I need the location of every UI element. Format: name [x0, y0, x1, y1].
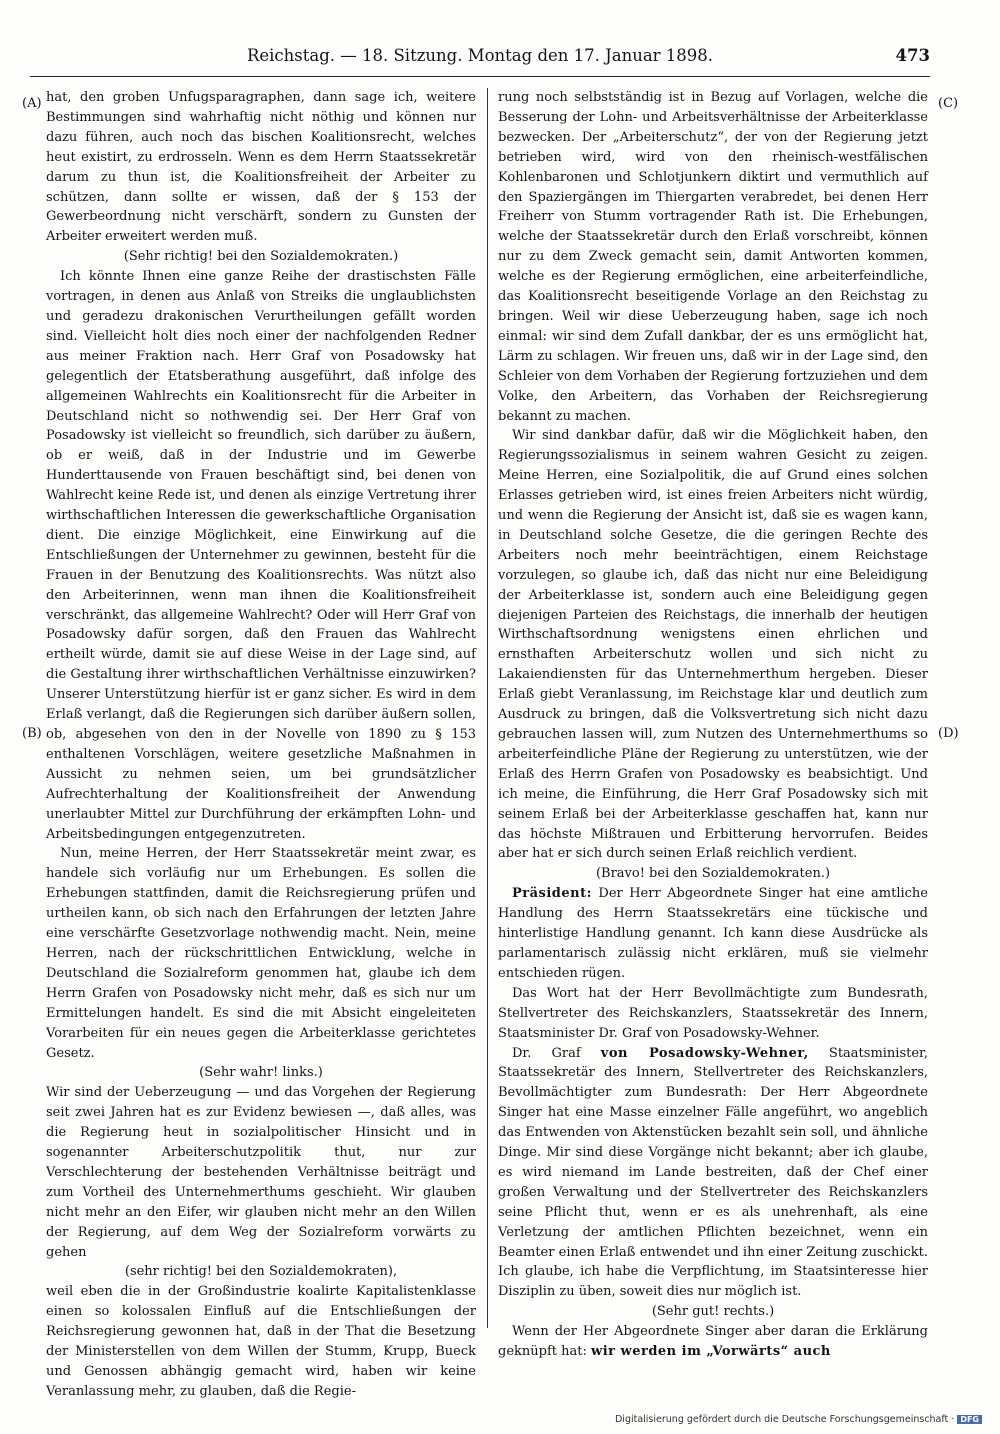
paragraph: weil eben die in der Großindustrie koalirte Kapitalistenklasse einen so kolossalen Einfluß auf die Entschließungen der Reichsregierung gewonnen hat, daß in der That die Besetzung der Ministerstellen von dem Willen der Stumm, Krupp, Bueck und Genossen abhängig gemacht wird, haben wir keine Veranlassung mehr, zu glauben, daß die Regie- — [46, 1284, 476, 1399]
speaker-name: von Posadowsky-Wehner, — [600, 1045, 809, 1061]
speaker-prefix: Dr. Graf — [512, 1045, 601, 1061]
dfg-logo: DFG — [957, 1415, 982, 1424]
left-column — [46, 88, 476, 1402]
emphasis-text: wir werden im „Vorwärts“ auch — [591, 1344, 831, 1360]
paragraph — [498, 1322, 928, 1362]
footer-text: Digitalisierung gefördert durch die Deutsche Forschungsgemeinschaft · — [614, 1414, 955, 1425]
paragraph: Nun, meine Herren, der Herr Staatssekretär meint zwar, es handele sich vorläufig nur um Erhebungen. Es sollen die Erhebungen stattfinden, damit die Reichsregierung prüfen und urtheilen kann, ob sich nach den Erfahrungen der letzten Jahre eine verschärfte Gesetzvorlage nothwendig macht. Nein, meine Herren, nach der rückschrittlichen Entwicklung, welche in Deutschland die Sozialreform genommen hat, glaube ich dem Herrn Grafen von Posadowsky nicht mehr, daß es sich nur um Ermittelungen handelt. Es sind die mit Absicht eingeleiteten Vorarbeiten für ein neues gegen die Arbeiterklasse gerichtetes Gesetz. — [46, 846, 476, 1061]
paragraph: Das Wort hat der Herr Bevollmächtigte zum Bundesrath, Stellvertreter des Reichskanzlers, Staatssekretär des Innern, Staatsminister Dr. Graf von Posadowsky-Wehner. — [498, 985, 928, 1041]
interjection: (sehr richtig! bei den Sozialdemokraten), — [124, 1264, 398, 1280]
digitization-footer — [615, 1414, 982, 1425]
paragraph: hat, den groben Unfugsparagraphen, dann sage ich, weitere Bestimmungen sind wahrhaftig nicht nöthig und können nur dazu führen, auch noch das bischen Koalitionsrecht, welches heut existirt, zu erdrosseln. Wenn es dem Herrn Staatssekretär darum zu thun ist, die Koalitionsfreiheit der Arbeiter zu schützen, dann sollte er wissen, daß der § 153 der Gewerbeordnung nicht verschärft, sondern zu Gunsten der Arbeiter erweitert werden muß. — [46, 90, 476, 245]
paragraph: rung noch selbstständig ist in Bezug auf Vorlagen, welche die Besserung der Lohn- und Arbeitsverhältnisse der Arbeiterklasse bezwecken. Der „Arbeiterschutz“, der von der Regierung jetzt betrieben wird, wird von den rheinisch-westfälischen Kohlenbaronen und Schlotjunkern diktirt und vermuthlich auf den Spaziergängen im Thiergarten verabredet, bei denen Herr Freiherr von Stumm vortragender Rath ist. Die Erhebungen, welche der Staatssekretär durch den Erlaß vorschreibt, können nur zu dem Zweck gemacht sein, damit Antworten kommen, welche es der Regierung ermöglichen, eine arbeiterfeindliche, das Koalitionsrecht beseitigende Vorlage an den Reichstag zu bringen. Weil wir diese Ueberzeugung haben, sage ich noch einmal: wir sind dem Zufall dankbar, der es uns ermöglicht hat, Lärm zu schlagen. Wir freuen uns, daß wir in der Lage sind, den Schleier von dem Vorhaben der Regierung fortzuziehen und dem Volke, den Arbeitern, das Vorhaben der Reichsregierung bekannt zu machen. — [498, 90, 928, 424]
margin-marker-b: (B) — [22, 726, 42, 741]
interjection: (Sehr richtig! bei den Sozialdemokraten.) — [123, 249, 399, 265]
page-header-title: Reichstag. — 18. Sitzung. Montag den 17. Januar 1898. — [246, 46, 714, 65]
column-divider — [487, 88, 488, 1328]
margin-marker-a: (A) — [22, 96, 42, 111]
interjection: (Sehr gut! rechts.) — [651, 1304, 775, 1320]
paragraph: Wir sind dankbar dafür, daß wir die Möglichkeit haben, den Regierungssozialismus in seinem wahren Gesicht zu zeigen. Meine Herren, eine Sozialpolitik, die auf Grund eines solchen Erlasses getrieben wird, ist eines freien Arbeiters nicht würdig, und wenn die Regierung der Ansicht ist, daß sie es wagen kann, in Deutschland solche Gesetze, die die geringen Rechte des Arbeiters noch mehr beeinträchtigen, einem Reichstage vorzulegen, so glaube ich, daß das nicht nur eine Beleidigung der Arbeiterklasse ist, sondern auch eine Beleidigung gegen diejenigen Parteien des Reichstags, die innerhalb der heutigen Wirthschaftsordnung wenigstens einen ehrlichen und ernsthaften Arbeiterschutz wollen und sich nicht zu Lakaiendiensten für das Unternehmerthum hergeben. Dieser Erlaß giebt Veranlassung, im Reichstage klar und deutlich zum Ausdruck zu bringen, daß die Volksvertretung sich nicht dazu gebrauchen lassen will, zum Nutzen des Unternehmerthums so arbeiterfeindliche Pläne der Regierung zu unterstützen, wie der Erlaß des Herrn Grafen von Posadowsky es beabsichtigt. Und ich meine, die Einführung, die Herr Graf Posadowsky sich mit seinem Erlaß bei der Arbeiterklasse geschaffen hat, kann nur das höchste Mißtrauen und Erbitterung hervorrufen. Beides aber hat er sich durch seinen Erlaß reichlich verdient. — [498, 428, 928, 862]
paragraph: Ich könnte Ihnen eine ganze Reihe der drastischsten Fälle vortragen, in denen aus Anlaß von Streiks die unglaublichsten und geradezu drakonischen Verurtheilungen gefällt worden sind. Vielleicht holt dies noch einer der nachfolgenden Redner aus meiner Fraktion nach. Herr Graf von Posadowsky hat gelegentlich der Etatsberathung ausgeführt, daß infolge des allgemeinen Wahlrechts ein Koalitionsrecht für die Arbeiter in Deutschland nicht so nothwendig sei. Der Herr Graf von Posadowsky ist vielleicht so freundlich, sich darüber zu äußern, ob er weiß, daß in der Industrie und im Gewerbe Hunderttausende von Frauen beschäftigt sind, bei denen von Wahlrecht keine Rede ist, und denen als einzige Vertretung ihrer wirthschaftlichen Interessen die gewerkschaftliche Organisation dient. Die einzige Möglichkeit, eine Einwirkung auf die Entschließungen der Unternehmer zu gewinnen, besteht für die Frauen in der Benutzung des Koalitionsrechts. Was nützt also den Arbeiterinnen, wenn man ihnen die Koalitionsfreiheit verschränkt, das allgemeine Wahlrecht? Oder will Herr Graf von Posadowsky dafür sorgen, daß den Frauen das Wahlrecht ertheilt würde, damit sie auf diese Weise in der Lage sind, auf die Gestaltung ihrer wirthschaftlichen Verhältnisse einzuwirken? Unserer Unterstützung hierfür ist er ganz sicher. Es wird in dem Erlaß verlangt, daß die Regierungen sich darüber äußern sollen, ob, abgesehen von den in der Novelle von 1890 zu § 153 enthaltenen Vorschlägen, weitere gesetzliche Maßnahmen in Aussicht zu nehmen seien, um bei grundsätzlicher Aufrechterhaltung der Koalitionsfreiheit der Anwendung unerlaubter Mittel zur Durchführung der erkämpften Lohn- und Arbeitsbedingungen entgegenzutreten. — [46, 269, 476, 842]
margin-marker-c: (C) — [938, 96, 959, 111]
speech-text: Der Herr Abgeordnete Singer hat eine amtliche Handlung des Herrn Staatssekretärs eine tückische und hinterlistige Handlung genannt. Ich kann diese Ausdrücke als parlamentarisch zulässig nicht erklären, muß sie vielmehr entschieden rügen. — [498, 886, 928, 981]
running-header — [30, 42, 930, 77]
paragraph: Wir sind der Ueberzeugung — und das Vorgehen der Regierung seit zwei Jahren hat es zur Evidenz bewiesen —, daß alles, was die Regierung heut in sozialpolitischer Hinsicht und in sogenannter Arbeiterschutzpolitik thut, nur zur Verschlechterung der bestehenden Verhältnisse beiträgt und zum Vortheil des Unternehmerthums geschieht. Wir glauben nicht mehr an den Eifer, wir glauben nicht mehr an den Willen der Regierung, auf dem Weg der Sozialreform vorwärts zu gehen — [46, 1085, 476, 1260]
page-number: 473 — [895, 46, 930, 65]
interjection: (Sehr wahr! links.) — [199, 1065, 323, 1081]
margin-marker-d: (D) — [938, 726, 959, 741]
speech-text: Wenn der Her Abgeordnete Singer aber daran die Erklärung geknüpft hat: — [498, 1324, 928, 1360]
interjection: (Bravo! bei den Sozialdemokraten.) — [595, 866, 831, 882]
speaker-name: Präsident: — [512, 886, 592, 902]
right-column — [498, 88, 928, 1362]
speech-paragraph — [498, 1044, 928, 1303]
speech-text: Staatsminister, Staatssekretär des Innern, Stellvertreter des Reichskanzlers, Bevollmächtigter zum Bundesrath: Der Herr Abgeordnete Singer hat eine Masse einzelner Fälle angeführt, wo angeblich das Entwenden von Aktenstücken bezahlt sein soll, und ähnliche Dinge. Mir sind diese Vorgänge nicht bekannt; aber ich glaube, es wird niemand im Lande bestreiten, daß der Chef einer großen Verwaltung und der Stellvertreter des Reichskanzlers seine Pflicht thut, wenn er es als unehrenhaft, als eine Verletzung der amtlichen Pflichten bezeichnet, wenn ein Beamter einen Erlaß entwendet und ihn einer Zeitung zuschickt. Ich glaube, ich habe die Verpflichtung, im Staatsinteresse hier Disziplin zu üben, soweit dies nur möglich ist. — [498, 1045, 928, 1300]
speech-paragraph — [498, 884, 928, 984]
